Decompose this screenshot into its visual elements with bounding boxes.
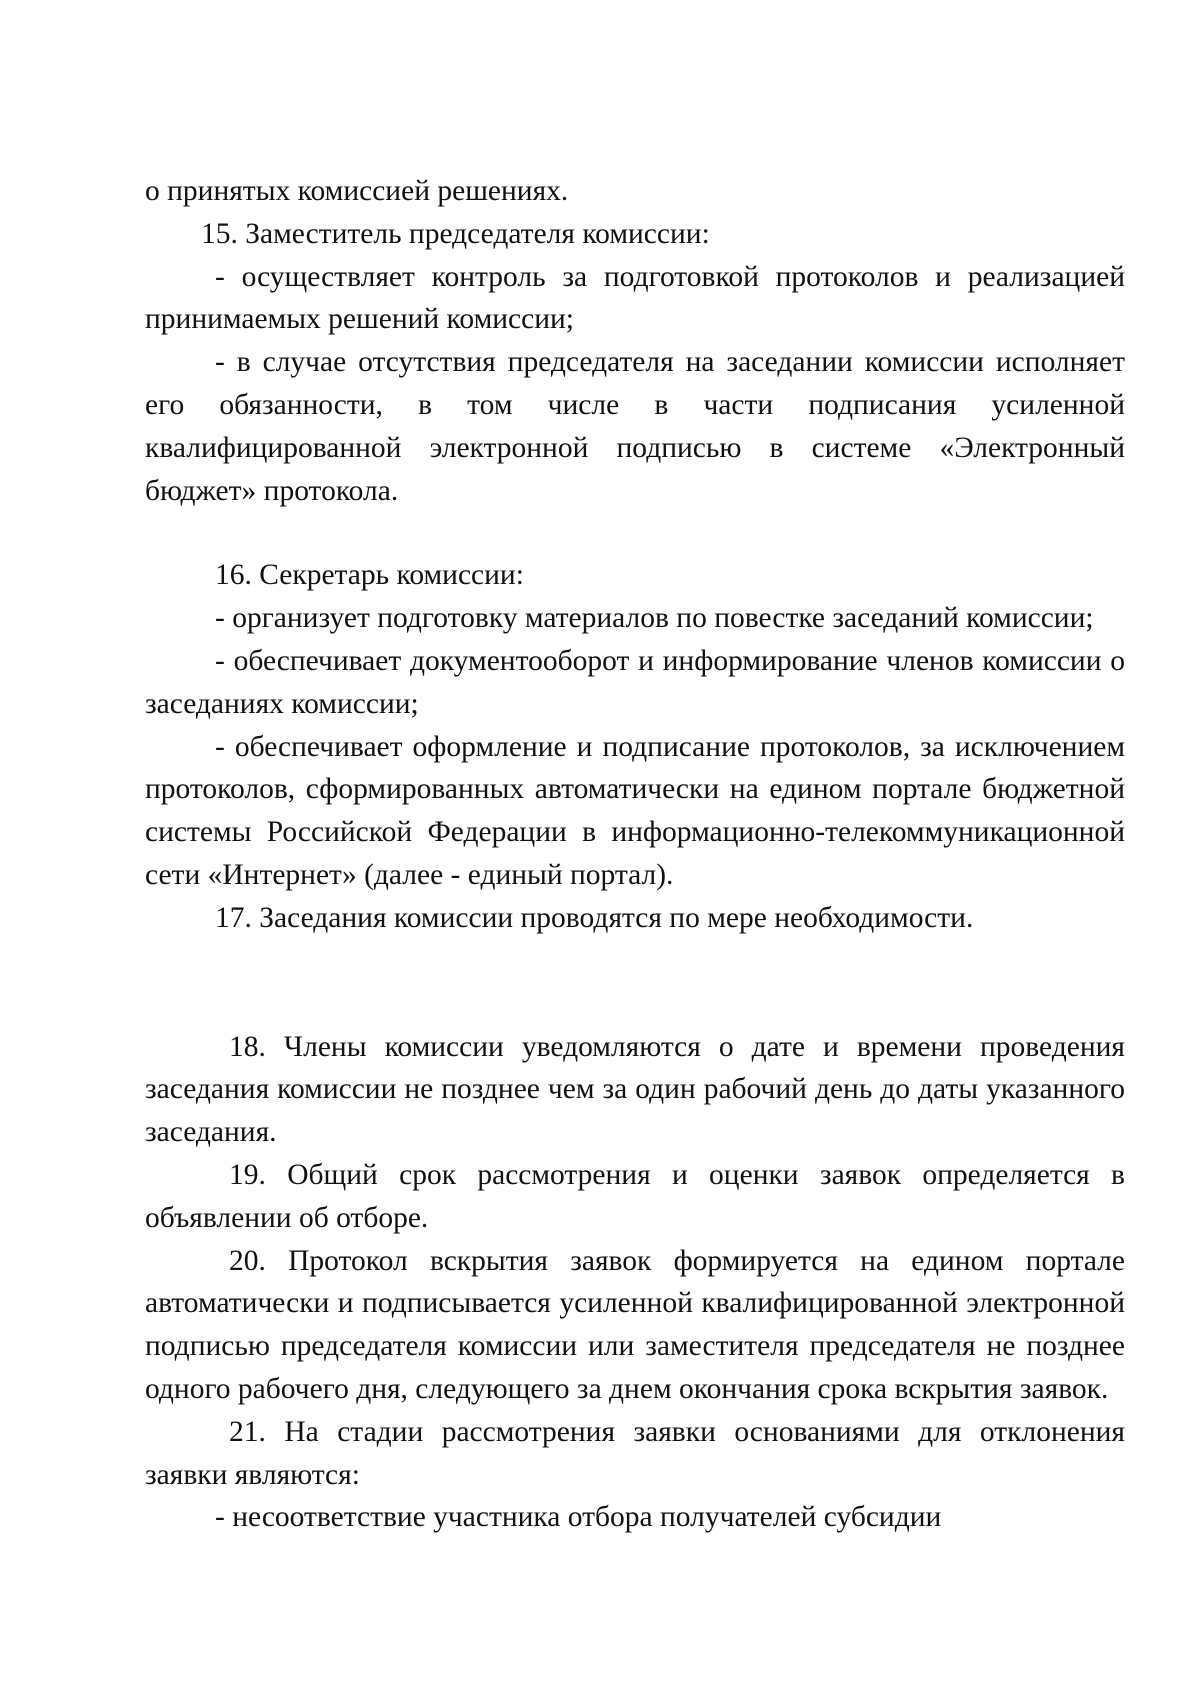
paragraph-item-19: 19. Общий срок рассмотрения и оценки заявок определяется в объявлении об отборе. (145, 1158, 1125, 1234)
spacer (145, 512, 1125, 554)
paragraph-dash-absence: - в случае отсутствия председателя на заседании комиссии исполняет его обязанности, в том числе в части подписания усиленной квалифицированной электронной подписью в системе «Электронный бюджет» протокола. (145, 346, 1125, 507)
paragraph-dash-materials: - организует подготовку материалов по повестке заседаний комиссии; (215, 602, 1094, 635)
paragraph-continuation: о принятых комиссией решениях. (145, 175, 569, 207)
paragraph-item-17: 17. Заседания комиссии проводятся по мере необходимости. (215, 901, 974, 934)
document-body (145, 170, 1125, 1539)
paragraph-dash-protocols: - обеспечивает оформление и подписание протоколов, за исключением протоколов, сформированных автоматически на едином портале бюджетной системы Российской Федерации в информационно-телекоммуникационной сети «Интернет» (далее - единый портал). (145, 730, 1125, 891)
paragraph-item-18: 18. Члены комиссии уведомляются о дате и времени проведения заседания комиссии не позднее чем за один рабочий день до даты указанного заседания. (145, 1030, 1125, 1149)
paragraph-dash-mismatch: - несоответствие участника отбора получателей субсидии (215, 1501, 942, 1534)
paragraph-item-15: 15. Заместитель председателя комиссии: (201, 217, 710, 250)
paragraph-dash-document-flow: - обеспечивает документооборот и информирование членов комиссии о заседаниях комиссии; (145, 644, 1125, 720)
paragraph-item-20: 20. Протокол вскрытия заявок формируется на едином портале автоматически и подписывается усиленной квалифицированной электронной подписью председателя комиссии или заместителя председателя не позднее одного рабочего дня, следующего за днем окончания срока вскрытия заявок. (145, 1244, 1125, 1405)
spacer (145, 940, 1125, 1026)
paragraph-dash-control: - осуществляет контроль за подготовкой протоколов и реализацией принимаемых решений комиссии; (145, 260, 1125, 336)
paragraph-item-21: 21. На стадии рассмотрения заявки основаниями для отклонения заявки являются: (145, 1415, 1125, 1491)
paragraph-item-16: 16. Секретарь комиссии: (215, 559, 524, 592)
